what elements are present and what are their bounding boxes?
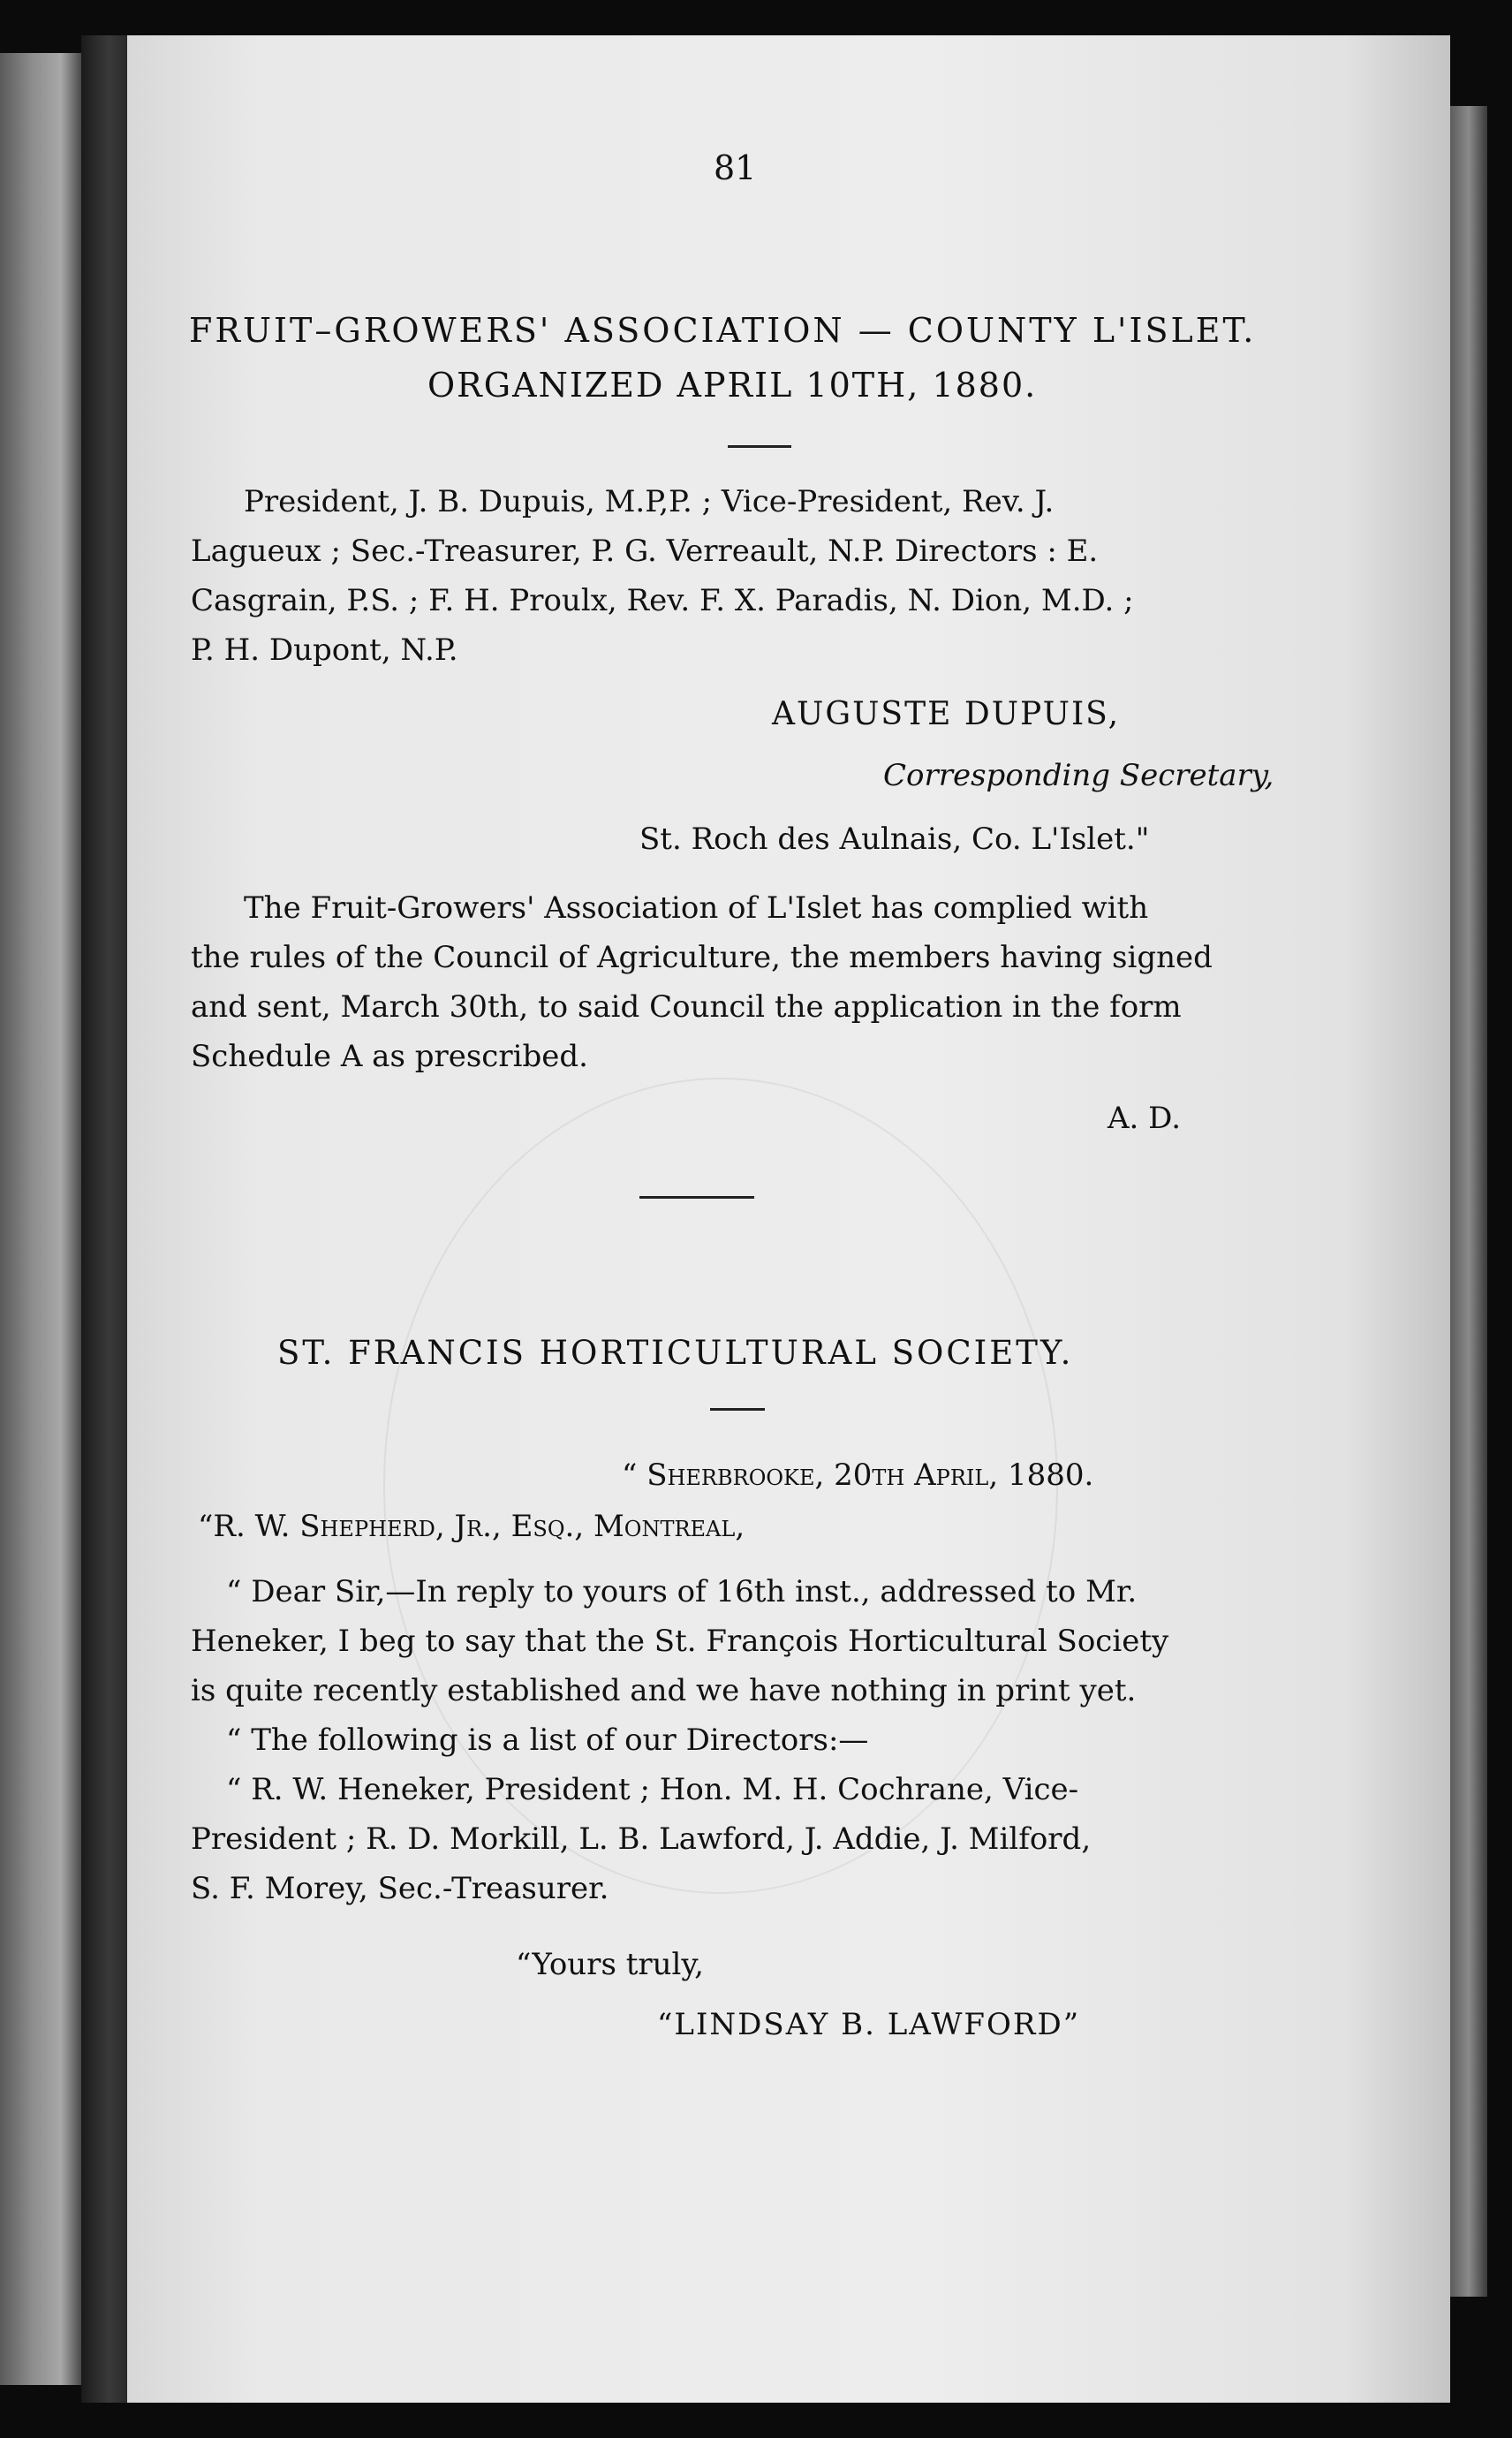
letter-line: S. F. Morey, Sec.-Treasurer.	[191, 1871, 609, 1906]
letter-addressee: “R. W. Shepherd, Jr., Esq., Montreal,	[198, 1509, 745, 1544]
letter-line: “ The following is a list of our Directors:—	[226, 1722, 869, 1758]
section1-title: FRUIT–GROWERS' ASSOCIATION — COUNTY L'ISLET.	[189, 311, 1257, 350]
officers-line: Casgrain, P.S. ; F. H. Proulx, Rev. F. X. Paradis, N. Dion, M.D. ;	[191, 583, 1134, 618]
letter-line: Heneker, I beg to say that the St. François Horticultural Society	[191, 1624, 1169, 1659]
page-edge	[1450, 106, 1487, 2297]
letter-closing: “Yours truly,	[516, 1947, 704, 1982]
letter-signature: “LINDSAY B. LAWFORD”	[657, 2007, 1081, 2042]
book-page	[127, 35, 1450, 2403]
signatory-name: AUGUSTE DUPUIS,	[772, 696, 1121, 732]
section2-rule	[710, 1408, 765, 1411]
officers-line: P. H. Dupont, N.P.	[191, 632, 458, 668]
section1-initials: A. D.	[1108, 1101, 1182, 1136]
letter-line: “ R. W. Heneker, President ; Hon. M. H. Cochrane, Vice-	[226, 1772, 1079, 1807]
letter-line: “ Dear Sir,—In reply to yours of 16th inst., addressed to Mr.	[226, 1574, 1138, 1609]
officers-line: Lagueux ; Sec.-Treasurer, P. G. Verreault, N.P. Directors : E.	[191, 534, 1099, 569]
page-number: 81	[714, 148, 757, 187]
letter-dateline: “ Sherbrooke, 20th April, 1880.	[622, 1458, 1094, 1493]
section-divider	[639, 1196, 754, 1199]
letter-line: President ; R. D. Morkill, L. B. Lawford, J. Addie, J. Milford,	[191, 1821, 1092, 1857]
left-page-margin	[0, 53, 81, 2385]
section1-subtitle: ORGANIZED APRIL 10TH, 1880.	[427, 366, 1038, 405]
body-line: The Fruit-Growers' Association of L'Islet has complied with	[244, 890, 1149, 926]
section1-body	[191, 883, 1295, 1081]
section2-title: ST. FRANCIS HORTICULTURAL SOCIETY.	[277, 1334, 1074, 1372]
signatory-place: St. Roch des Aulnais, Co. L'Islet."	[639, 822, 1150, 857]
book-gutter	[81, 35, 127, 2403]
signatory-title: Corresponding Secretary,	[883, 758, 1274, 793]
body-line: the rules of the Council of Agriculture, the members having signed	[191, 940, 1213, 975]
letter-body	[191, 1567, 1295, 1913]
section1-rule	[728, 445, 791, 448]
section1-officers	[191, 477, 1295, 675]
officers-line: President, J. B. Dupuis, M.P,P. ; Vice-President, Rev. J.	[244, 484, 1055, 519]
body-line: and sent, March 30th, to said Council the application in the form	[191, 989, 1182, 1025]
letter-line: is quite recently established and we have nothing in print yet.	[191, 1673, 1137, 1708]
body-line: Schedule A as prescribed.	[191, 1039, 588, 1074]
